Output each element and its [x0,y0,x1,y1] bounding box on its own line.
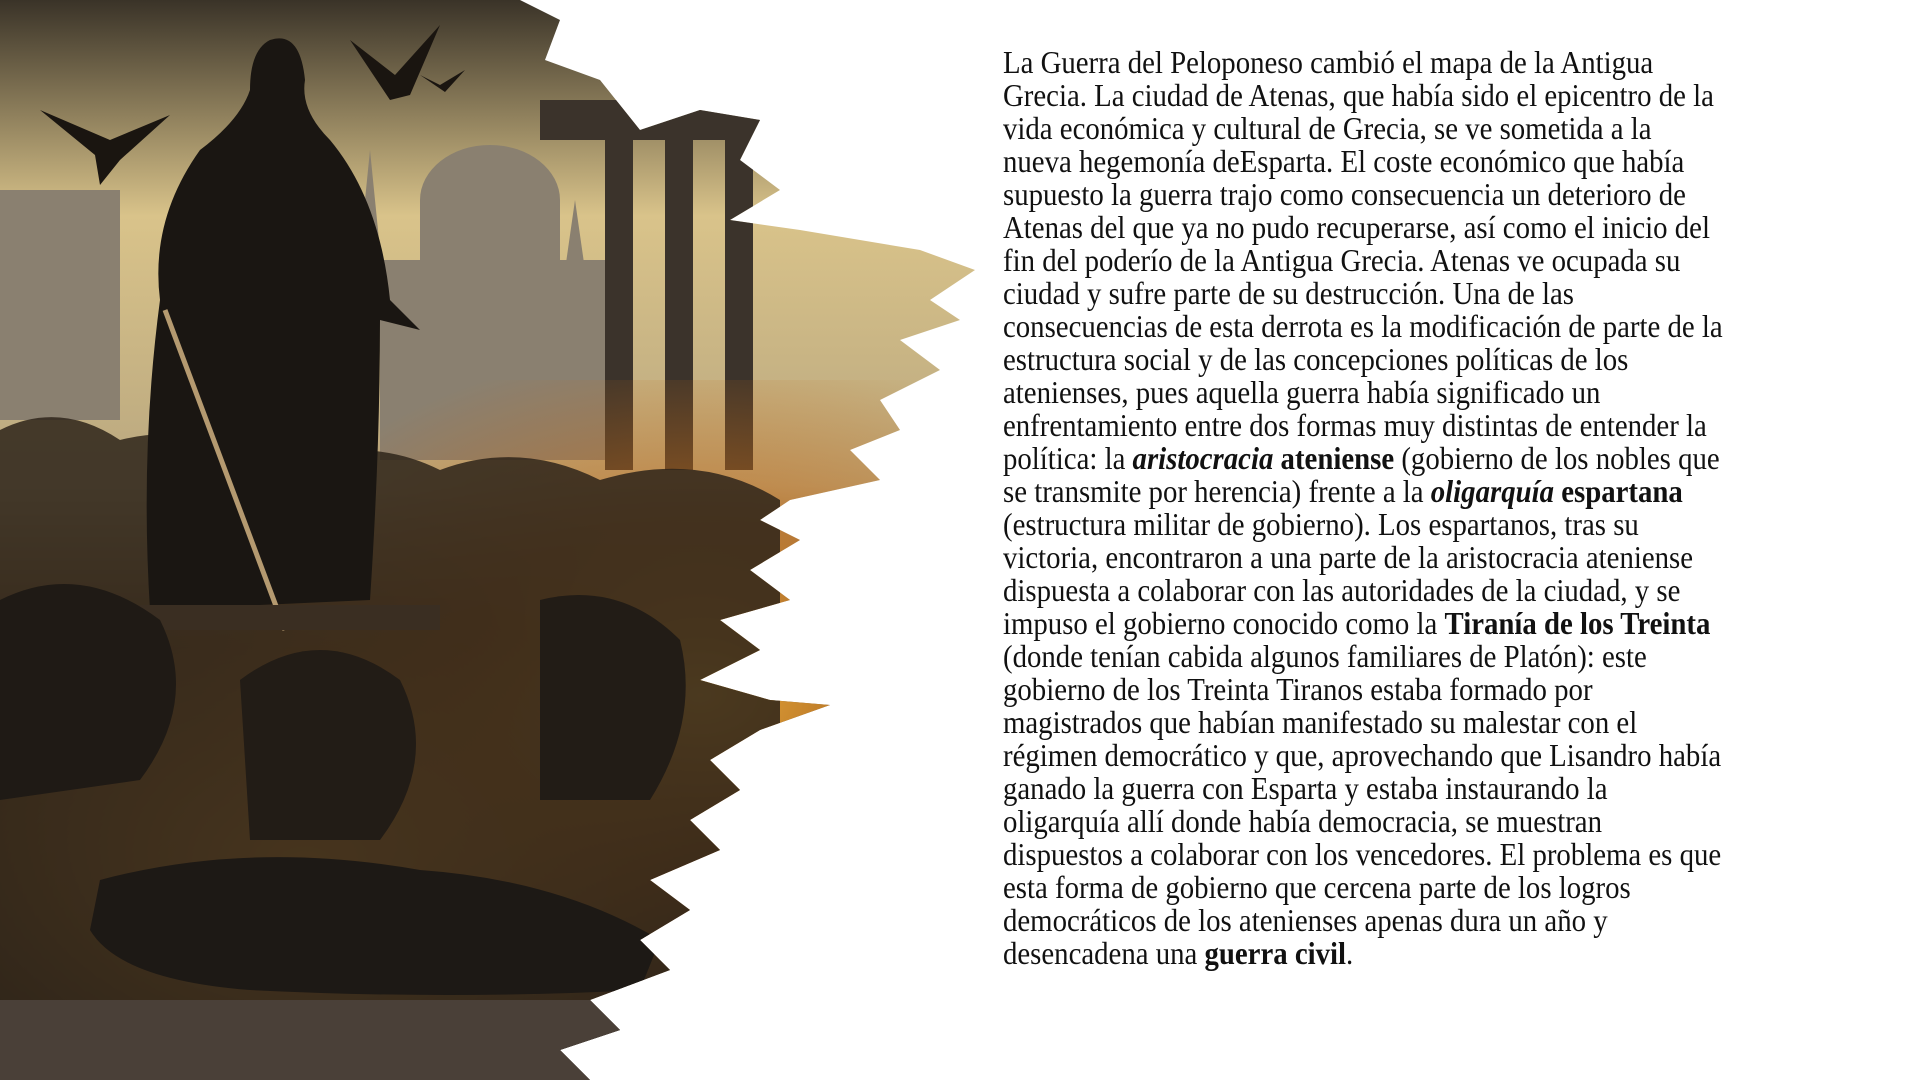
emphasized-text: aristocracia [1132,440,1274,476]
text-line [1003,640,1813,673]
text-line [1003,409,1813,442]
text-segment: Atenas del que ya no pudo recuperarse, así como el inicio del [1003,209,1710,245]
text-line [1003,772,1813,805]
text-segment: vida económica y cultural de Grecia, se ve sometida a la [1003,110,1652,146]
text-segment: atenienses, pues aquella guerra había significado un [1003,374,1601,410]
text-line [1003,607,1813,640]
text-line [1003,277,1813,310]
text-line [1003,442,1813,475]
text-line [1003,541,1813,574]
text-segment: impuso el gobierno conocido como la [1003,605,1445,641]
text-segment: política: la [1003,440,1133,476]
text-line [1003,145,1813,178]
text-segment: democráticos de los atenienses apenas dura un año y [1003,902,1608,938]
text-line [1003,904,1813,937]
text-line [1003,574,1813,607]
text-line [1003,508,1813,541]
text-segment: supuesto la guerra trajo como consecuencia un deterioro de [1003,176,1686,212]
emphasized-text: ateniense [1273,440,1395,476]
text-segment: ciudad y sufre parte de su destrucción. Una de las [1003,275,1574,311]
text-line [1003,46,1813,79]
text-line [1003,937,1813,970]
text-line [1003,871,1813,904]
text-segment: consecuencias de esta derrota es la modificación de parte de la [1003,308,1723,344]
text-segment: enfrentamiento entre dos formas muy distintas de entender la [1003,407,1707,443]
text-line [1003,244,1813,277]
emphasized-text: Tiranía de los Treinta [1444,605,1711,641]
emphasized-text: oligarquía [1430,473,1555,509]
text-segment: Grecia. La ciudad de Atenas, que había sido el epicentro de la [1003,77,1714,113]
text-segment: (donde tenían cabida algunos familiares de Platón): este [1003,638,1647,674]
article-text [1003,46,1903,970]
text-line [1003,376,1813,409]
text-line [1003,706,1813,739]
text-line [1003,178,1813,211]
text-segment: (estructura militar de gobierno). Los espartanos, tras su [1003,506,1639,542]
text-segment: (gobierno de los nobles que [1394,440,1720,476]
text-line [1003,739,1813,772]
text-segment: La Guerra del Peloponeso cambió el mapa de la Antigua [1003,44,1654,80]
text-segment: dispuestos a colaborar con los vencedores. El problema es que [1003,836,1722,872]
text-line [1003,211,1813,244]
text-segment: victoria, encontraron a una parte de la aristocracia ateniense [1003,539,1694,575]
text-segment: régimen democrático y que, aprovechando que Lisandro había [1003,737,1722,773]
text-segment: desencadena una [1003,935,1205,971]
text-segment: nueva hegemonía deEsparta. El coste económico que había [1003,143,1685,179]
text-segment: se transmite por herencia) frente a la [1003,473,1431,509]
text-line [1003,475,1813,508]
text-line [1003,310,1813,343]
text-line [1003,112,1813,145]
text-segment: fin del poderío de la Antigua Grecia. Atenas ve ocupada su [1003,242,1681,278]
text-line [1003,343,1813,376]
text-line [1003,673,1813,706]
text-line [1003,838,1813,871]
text-segment: dispuesta a colaborar con las autoridades de la ciudad, y se [1003,572,1681,608]
text-segment: gobierno de los Treinta Tiranos estaba formado por [1003,671,1593,707]
text-segment: magistrados que habían manifestado su malestar con el [1003,704,1638,740]
emphasized-text: espartana [1554,473,1683,509]
text-line [1003,79,1813,112]
text-line [1003,805,1813,838]
text-segment: oligarquía allí donde había democracia, se muestran [1003,803,1602,839]
text-segment: esta forma de gobierno que cercena parte de los logros [1003,869,1631,905]
text-segment: ganado la guerra con Esparta y estaba instaurando la [1003,770,1608,806]
text-segment: . [1346,935,1354,971]
text-segment: estructura social y de las concepciones políticas de los [1003,341,1629,377]
emphasized-text: guerra civil [1204,935,1347,971]
